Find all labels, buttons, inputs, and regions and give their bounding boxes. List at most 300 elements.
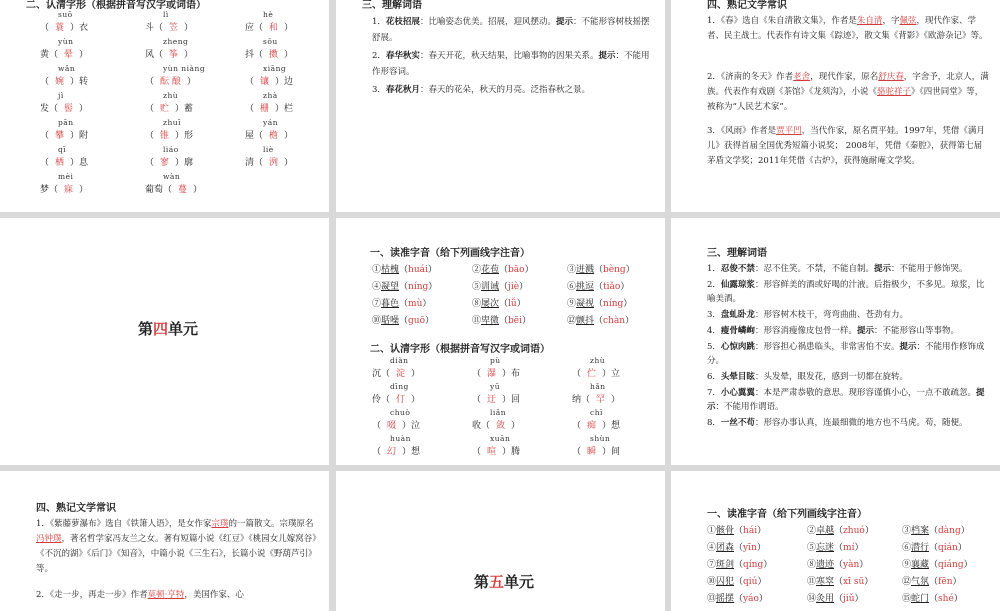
reading-word: 凝望 xyxy=(381,282,400,292)
form-blank xyxy=(372,444,420,457)
pinyin-answer: jiǔ xyxy=(843,594,855,604)
reading-word: 蛇门 xyxy=(911,594,930,604)
section-title: 三、理解词语 xyxy=(707,248,767,259)
pinyin-label: liǎn xyxy=(490,408,507,417)
form-blank xyxy=(572,392,620,405)
slide-card-1 xyxy=(0,0,329,212)
blank-suffix: ） xyxy=(184,23,194,33)
reading-word: 忘迷 xyxy=(816,543,835,553)
item-number: 3． xyxy=(372,85,386,95)
blank-prefix: （ xyxy=(572,369,582,379)
pinyin-label: suō xyxy=(58,10,73,19)
pinyin-answer: yàn xyxy=(843,560,860,570)
pinyin-answer: mù xyxy=(408,299,423,309)
vocab-term: 小心翼翼 xyxy=(720,388,755,398)
pinyin-answer: dàng xyxy=(938,526,961,536)
reading-word: 团森 xyxy=(716,543,735,553)
vocab-term: 一丝不苟 xyxy=(720,418,755,428)
reading-word: 遗迹 xyxy=(816,560,835,570)
form-blank xyxy=(40,47,88,60)
form-blank xyxy=(145,74,196,87)
literature-paragraph-3: 3．《风雨》作者是贾平凹，当代作家，原名贾平娃。1997年，凭借《满月儿》获得首届全国优秀短篇小说奖； 2008年，凭借《秦腔》，获得第七届茅盾文学奖；2011年凭借《古炉》，获得施耐庵文学奖。 xyxy=(707,126,985,166)
pinyin-answer: hái xyxy=(743,526,758,536)
pinyin-label: wàn xyxy=(163,172,181,181)
section-title-forms: 二、认清字形（根据拼音写汉字或词语） xyxy=(370,344,550,355)
reading-item: ⑭灸用（jiǔ） xyxy=(807,594,864,604)
blank-answer: 攀 xyxy=(55,131,65,141)
item-number: 1． xyxy=(707,264,721,274)
pinyin-answer: jiè xyxy=(508,282,520,292)
unit-title: 第四单元 xyxy=(138,320,199,338)
vocab-definition: ：形容消瘦像皮包骨一样。 xyxy=(754,326,857,336)
pinyin-label: hǎn xyxy=(590,382,606,391)
vocab-term: 头晕目眩 xyxy=(720,372,755,382)
vocab-item xyxy=(707,278,991,306)
slide-card-5 xyxy=(336,218,665,465)
item-number: 8． xyxy=(707,418,721,428)
item-number: 1． xyxy=(372,17,386,27)
pinyin-label: sǒu xyxy=(263,37,278,46)
blank-suffix: ） xyxy=(411,369,421,379)
blank-suffix: ）蓄 xyxy=(175,104,194,114)
blank-answer: 罕 xyxy=(596,395,606,405)
reading-item: ⑥潜行（qián） xyxy=(902,543,967,553)
reading-item: ⑩囚犯（qiú） xyxy=(707,577,767,587)
blank-answer: 贮 xyxy=(160,104,170,114)
slide-card-7 xyxy=(0,471,329,611)
pinyin-answer: bāo xyxy=(508,265,525,275)
reading-word: 气氛 xyxy=(911,577,930,587)
blank-suffix: ） xyxy=(284,131,294,141)
reading-word: 训诫 xyxy=(481,282,500,292)
reading-item: ⑪寒窣（xī sū） xyxy=(807,577,874,587)
item-number: ⑪ xyxy=(807,577,817,587)
item-number: ③ xyxy=(567,265,577,275)
pinyin-label: yùn xyxy=(58,37,74,46)
reading-word: 卑微 xyxy=(481,316,500,326)
item-number: ② xyxy=(472,265,482,275)
form-blank xyxy=(372,418,420,431)
reading-item: ⑤忘迷（mí） xyxy=(807,543,864,553)
pinyin-label: zhuī xyxy=(163,118,182,127)
form-blank xyxy=(40,128,88,141)
blank-prefix: （ xyxy=(572,421,582,431)
literature-paragraph-2: 2．《济南的冬天》作者老舍，现代作家，原名舒庆春，字舍予，北京人，满族。代表作有戏剧《茶馆》《龙须沟》，小说《骆驼祥子》《四世同堂》等，被称为“人民艺术家”。 xyxy=(707,72,989,112)
pinyin-answer: níng xyxy=(603,299,624,309)
reading-word: 潜行 xyxy=(911,543,930,553)
form-blank xyxy=(40,101,88,114)
blank-suffix: ） xyxy=(611,395,621,405)
vocab-term: 盘虬卧龙 xyxy=(720,310,755,320)
reading-word: 枯槐 xyxy=(381,265,400,275)
unit-title: 第五单元 xyxy=(474,573,535,591)
blank-prefix: 应（ xyxy=(245,23,264,33)
reading-word: 襄藏 xyxy=(911,560,930,570)
pinyin-answer: guō xyxy=(408,316,426,326)
reading-item: ⑨襄藏（qiáng） xyxy=(902,560,973,570)
blank-answer: 幻 xyxy=(387,447,397,457)
vocab-definition: ：春天开花，秋天结果，比喻事物的因果关系。 xyxy=(419,51,599,61)
item-number: ⑨ xyxy=(567,299,577,309)
reading-item: ⑧屡次（lǚ） xyxy=(472,299,526,309)
vocab-item xyxy=(707,324,991,338)
reading-word: 斑剑 xyxy=(716,560,735,570)
item-number: ⑩ xyxy=(707,577,717,587)
form-blank xyxy=(40,20,88,33)
blank-answer: 伫 xyxy=(587,369,597,379)
reading-item: ③迸溅（bèng） xyxy=(567,265,635,275)
blank-prefix: 葡萄（ xyxy=(145,185,173,195)
pinyin-answer: yáo xyxy=(743,594,759,604)
blank-suffix: ）立 xyxy=(602,369,621,379)
form-blank xyxy=(145,101,193,114)
blank-suffix: ）廓 xyxy=(175,158,194,168)
item-number: ⑦ xyxy=(707,560,717,570)
blank-prefix: 黄（ xyxy=(40,50,59,60)
form-blank xyxy=(572,444,620,457)
item-number: ⑮ xyxy=(902,594,912,604)
slide-card-3 xyxy=(671,0,1000,212)
blank-answer: 髻 xyxy=(64,104,74,114)
pinyin-label: mèi xyxy=(58,172,74,181)
blank-answer: 寥 xyxy=(160,158,170,168)
blank-suffix: ） xyxy=(284,23,294,33)
blank-suffix: ） xyxy=(411,395,421,405)
pinyin-answer: lǚ xyxy=(508,299,517,309)
vocab-definition: ：春天的花朵，秋天的月亮。泛指春秋之景。 xyxy=(419,85,590,95)
item-number: ⑫ xyxy=(902,577,912,587)
blank-answer: 檐 xyxy=(269,131,279,141)
blank-prefix: 发（ xyxy=(40,104,59,114)
form-blank xyxy=(472,444,520,457)
item-number: ⑩ xyxy=(372,316,382,326)
blank-prefix: （ xyxy=(145,77,155,87)
reading-word: 档案 xyxy=(911,526,930,536)
blank-answer: 仃 xyxy=(396,395,406,405)
tip-text: ：不能用作谓语。 xyxy=(715,402,784,412)
item-number: ⑬ xyxy=(707,594,717,604)
blank-answer: 蔓 xyxy=(178,185,188,195)
blank-prefix: 抖（ xyxy=(245,50,264,60)
pinyin-label: lì xyxy=(163,10,169,19)
vocab-term: 仙露琼浆 xyxy=(720,280,755,290)
vocab-term: 心惊肉跳 xyxy=(720,342,755,352)
blank-answer: 锥 xyxy=(160,131,170,141)
blank-prefix: 收（ xyxy=(472,421,491,431)
pinyin-answer: bēi xyxy=(508,316,523,326)
item-number: 6． xyxy=(707,372,721,382)
vocab-item xyxy=(707,416,991,430)
literature-paragraph-1: 1．《春》选自《朱自清散文集》，作者是朱自清，字佩弦，现代作家、学者、民主战士。代表作有诗文集《踪迹》，散文集《背影》《欧游杂记》等。 xyxy=(707,16,988,41)
reading-item: ②卓越（zhuó） xyxy=(807,526,874,536)
pinyin-answer: zhuó xyxy=(843,526,865,536)
blank-answer: 栅 xyxy=(260,104,270,114)
blank-prefix: 伶（ xyxy=(372,395,391,405)
vocab-item xyxy=(372,48,656,80)
pinyin-label: diàn xyxy=(390,356,409,365)
reading-item: ④凝望（níng） xyxy=(372,282,438,292)
pinyin-answer: xī sū xyxy=(843,577,865,587)
item-number: 5． xyxy=(707,342,721,352)
blank-suffix: ）衣 xyxy=(70,23,89,33)
blank-answer: 洌 xyxy=(269,158,279,168)
blank-prefix: （ xyxy=(145,104,155,114)
pinyin-label: wǎn xyxy=(58,64,76,73)
blank-prefix: （ xyxy=(472,369,482,379)
pinyin-answer: fēn xyxy=(938,577,953,587)
pinyin-answer: tiǎo xyxy=(603,282,621,292)
pinyin-label: pù xyxy=(490,356,501,365)
tip-label: 提示 xyxy=(856,326,874,336)
reading-word: 花苞 xyxy=(481,265,500,275)
slide-card-4 xyxy=(0,218,329,465)
blank-answer: 迂 xyxy=(487,395,497,405)
pinyin-label: huàn xyxy=(390,434,411,443)
blank-answer: 啜 xyxy=(387,421,397,431)
blank-answer: 擞 xyxy=(269,50,279,60)
form-blank xyxy=(245,20,293,33)
item-number: ⑪ xyxy=(472,316,482,326)
pinyin-label: dīng xyxy=(390,382,409,391)
reading-word: 骸骨 xyxy=(716,526,735,536)
pinyin-label: xiāng xyxy=(263,64,287,73)
blank-answer: 蓑 xyxy=(55,23,65,33)
vocab-item xyxy=(707,308,991,322)
pinyin-label: xuān xyxy=(490,434,511,443)
blank-suffix: ）泣 xyxy=(402,421,421,431)
reading-word: 凝视 xyxy=(576,299,595,309)
item-number: ⑧ xyxy=(472,299,482,309)
blank-answer: 和 xyxy=(269,23,279,33)
section-title: 四、熟记文学常识 xyxy=(707,0,787,11)
blank-answer: 婉 xyxy=(55,77,65,87)
item-number: ⑧ xyxy=(807,560,817,570)
item-number: 2． xyxy=(707,280,721,290)
vocab-term: 瘦骨嶙峋 xyxy=(720,326,755,336)
tip-label: 提示 xyxy=(873,264,891,274)
pinyin-label: shùn xyxy=(590,434,611,443)
item-number: ⑥ xyxy=(567,282,577,292)
item-number: ④ xyxy=(707,543,717,553)
vocab-definition: ：形容办事认真，连最细微的地方也不马虎。苟，随便。 xyxy=(754,418,968,428)
blank-suffix: ） xyxy=(79,104,89,114)
reading-word: 颤抖 xyxy=(576,316,595,326)
blank-answer: 晕 xyxy=(64,50,74,60)
pinyin-label: liáo xyxy=(163,145,179,154)
vocab-item xyxy=(372,82,656,98)
pinyin-label: qī xyxy=(58,145,67,154)
blank-prefix: （ xyxy=(40,131,50,141)
blank-suffix: ）想 xyxy=(402,447,421,457)
item-number: ⑥ xyxy=(902,543,912,553)
blank-suffix: ）想 xyxy=(602,421,621,431)
blank-prefix: （ xyxy=(372,447,382,457)
vocab-definition: ：忍不住笑。不禁，不能自制。 xyxy=(754,264,874,274)
reading-word: 迸溅 xyxy=(576,265,595,275)
tip-label: 提示 xyxy=(555,17,573,27)
reading-item: ⑫气氛（fēn） xyxy=(902,577,962,587)
form-blank xyxy=(145,155,193,168)
blank-prefix: （ xyxy=(40,158,50,168)
blank-prefix: 屋（ xyxy=(245,131,264,141)
blank-answer: 寐 xyxy=(64,185,74,195)
tip-text: ：不能用作形容词。 xyxy=(372,51,650,77)
pinyin-answer: yīn xyxy=(743,543,757,553)
blank-prefix: （ xyxy=(145,158,155,168)
item-number: ③ xyxy=(902,526,912,536)
item-number: ⑫ xyxy=(567,316,577,326)
pinyin-label: zhà xyxy=(263,91,278,100)
reading-word: 屡次 xyxy=(481,299,500,309)
form-blank xyxy=(145,20,193,33)
vocab-term: 忍俊不禁 xyxy=(720,264,755,274)
blank-prefix: 清（ xyxy=(245,158,264,168)
blank-suffix: ）间 xyxy=(602,447,621,457)
reading-word: 囚犯 xyxy=(716,577,735,587)
tip-text: ：不能形容山等事物。 xyxy=(873,326,959,336)
pinyin-answer: qiú xyxy=(743,577,758,587)
blank-answer: 镶 xyxy=(260,77,270,87)
form-blank xyxy=(245,128,293,141)
form-blank xyxy=(472,366,520,379)
pinyin-label: jì xyxy=(58,91,64,100)
pinyin-label: liè xyxy=(263,145,274,154)
tip-label: 提示 xyxy=(598,51,616,61)
reading-item: ⑤训诫（jiè） xyxy=(472,282,529,292)
blank-prefix: （ xyxy=(245,77,255,87)
item-number: ① xyxy=(707,526,717,536)
slide-card-8 xyxy=(336,471,665,611)
vocab-term: 春华秋实 xyxy=(385,51,420,61)
vocab-item xyxy=(707,386,991,414)
vocab-definition: ：比喻姿态优美。招展，迎风摆动。 xyxy=(419,17,556,27)
reading-item: ③档案（dàng） xyxy=(902,526,970,536)
blank-answer: 喧 xyxy=(487,447,497,457)
item-number: 4． xyxy=(707,326,721,336)
pinyin-answer: huái xyxy=(408,265,428,275)
pinyin-answer: chàn xyxy=(603,316,626,326)
blank-prefix: 梦（ xyxy=(40,185,59,195)
section-title: 四、熟记文学常识 xyxy=(36,503,116,514)
blank-answer: 栖 xyxy=(55,158,65,168)
blank-prefix: （ xyxy=(372,421,382,431)
pinyin-answer: mí xyxy=(843,543,855,553)
pinyin-label: yán xyxy=(263,118,279,127)
pinyin-label: yū xyxy=(490,382,501,391)
form-blank xyxy=(245,155,293,168)
blank-answer: 痴 xyxy=(587,421,597,431)
reading-item: ⑮蛇门（shé） xyxy=(902,594,963,604)
item-number: 3． xyxy=(707,310,721,320)
blank-suffix: ） xyxy=(284,158,294,168)
vocab-item xyxy=(707,370,991,384)
reading-item: ⑫颤抖（chàn） xyxy=(567,316,635,326)
form-blank xyxy=(472,392,520,405)
literature-paragraph-2: 2．《走一步，再走一步》作者莫顿·亨特，美国作家、心 xyxy=(36,590,244,600)
form-blank xyxy=(40,155,88,168)
blank-suffix: ）边 xyxy=(275,77,294,87)
blank-prefix: 斗（ xyxy=(145,23,164,33)
reading-word: 暮色 xyxy=(381,299,400,309)
slide-card-2 xyxy=(336,0,665,212)
tip-text: ：不能用作修饰成分。 xyxy=(707,342,985,366)
blank-prefix: （ xyxy=(572,447,582,457)
vocab-item xyxy=(707,340,991,368)
blank-suffix: ）形 xyxy=(175,131,194,141)
item-number: ⑦ xyxy=(372,299,382,309)
blank-prefix: 纳（ xyxy=(572,395,591,405)
blank-suffix: ） xyxy=(193,185,203,195)
tip-label: 提示 xyxy=(707,388,985,412)
item-number: ② xyxy=(807,526,817,536)
form-blank xyxy=(472,418,520,431)
pinyin-label: zhù xyxy=(590,356,606,365)
tip-text: ：不能形容树枝摇摆舒展。 xyxy=(372,17,650,43)
blank-answer: 笠 xyxy=(169,23,179,33)
reading-word: 卓越 xyxy=(816,526,835,536)
blank-answer: 敛 xyxy=(496,421,506,431)
blank-suffix: ） xyxy=(79,50,89,60)
blank-suffix: ）息 xyxy=(70,158,89,168)
blank-suffix: ）栏 xyxy=(275,104,294,114)
pinyin-answer: qián xyxy=(938,543,958,553)
blank-suffix: ） xyxy=(79,185,89,195)
form-blank xyxy=(40,74,88,87)
reading-word: 聒噪 xyxy=(381,316,400,326)
section-title: 一、读准字音（给下列画线字注音） xyxy=(707,509,867,520)
pinyin-answer: bèng xyxy=(603,265,626,275)
blank-prefix: （ xyxy=(40,23,50,33)
vocab-definition: ：形容树木枝干，弯弯曲曲、苍劲有力。 xyxy=(754,310,908,320)
tip-text: ：不能用于修饰哭。 xyxy=(890,264,968,274)
pinyin-label: chī xyxy=(590,408,603,417)
reading-word: 灸用 xyxy=(816,594,835,604)
blank-prefix: （ xyxy=(245,104,255,114)
pinyin-answer: qíng xyxy=(743,560,764,570)
reading-item: ①骸骨（hái） xyxy=(707,526,767,536)
pinyin-answer: níng xyxy=(408,282,429,292)
form-blank xyxy=(245,47,293,60)
pinyin-label: hè xyxy=(263,10,274,19)
vocab-item xyxy=(372,14,656,46)
vocab-definition: ：头发晕，眼发花，感到一切都在旋转。 xyxy=(754,372,908,382)
pinyin-label: chuò xyxy=(390,408,411,417)
form-blank xyxy=(372,366,420,379)
form-blank xyxy=(245,101,293,114)
blank-prefix: （ xyxy=(472,395,482,405)
blank-suffix: ）回 xyxy=(502,395,521,405)
reading-item: ④团森（yīn） xyxy=(707,543,766,553)
blank-answer: 酝 酿 xyxy=(160,77,181,87)
reading-item: ⑩聒噪（guō） xyxy=(372,316,435,326)
vocab-definition: ：本是严肃恭敬的意思。现形容谨慎小心，一点不敢疏忽。 xyxy=(754,388,976,398)
item-number: ⑭ xyxy=(807,594,817,604)
item-number: ⑨ xyxy=(902,560,912,570)
reading-item: ⑥挑逗（tiǎo） xyxy=(567,282,630,292)
blank-prefix: （ xyxy=(145,131,155,141)
pinyin-label: zheng xyxy=(163,37,189,46)
section-title: 三、理解词语 xyxy=(362,0,422,11)
form-blank xyxy=(572,366,620,379)
blank-suffix: ）腾 xyxy=(502,447,521,457)
item-number: 7． xyxy=(707,388,721,398)
pinyin-label: pān xyxy=(58,118,74,127)
reading-item: ①枯槐（huái） xyxy=(372,265,437,275)
form-blank xyxy=(145,128,193,141)
blank-suffix: ） xyxy=(184,50,194,60)
pinyin-label: yùn niàng xyxy=(163,64,206,73)
item-number: ⑤ xyxy=(807,543,817,553)
